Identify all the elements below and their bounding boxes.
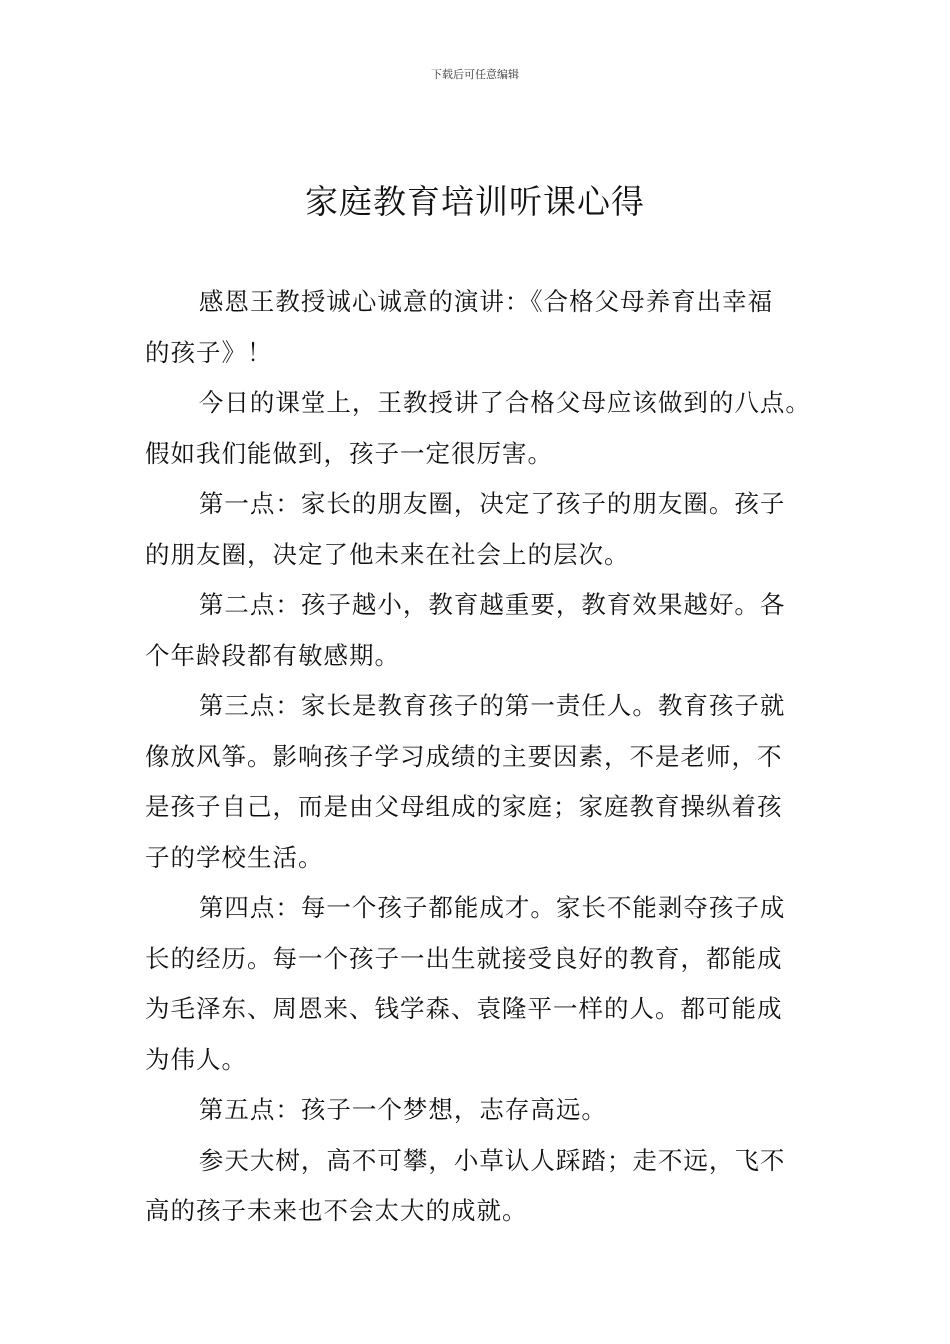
text-line: 的孩子》！ — [145, 337, 273, 367]
text-line: 为伟人。 — [145, 1044, 247, 1074]
text-line: 假如我们能做到，孩子一定很厉害。 — [145, 438, 553, 468]
text-line: 第五点：孩子一个梦想，志存高远。 — [198, 1095, 607, 1124]
paragraph — [145, 378, 815, 479]
document-body — [145, 277, 815, 1237]
text-line: 长的经历。每一个孩子一出生就接受良好的教育，都能成 — [145, 943, 783, 973]
text-line: 个年龄段都有敏感期。 — [145, 640, 400, 670]
text-line: 为毛泽东、周恩来、钱学森、袁隆平一样的人。都可能成 — [145, 994, 783, 1023]
paragraph — [145, 580, 815, 681]
text-line: 像放风筝。影响孩子学习成绩的主要因素，不是老师，不 — [145, 741, 783, 771]
paragraph — [145, 1085, 815, 1136]
text-line: 今日的课堂上，王教授讲了合格父母应该做到的八点。 — [198, 388, 811, 417]
paragraph — [145, 883, 815, 1085]
paragraph — [145, 479, 815, 580]
text-line: 的朋友圈，决定了他未来在社会上的层次。 — [145, 539, 630, 569]
paragraph — [145, 277, 815, 378]
header-note: 下载后可任意编辑 — [431, 68, 519, 81]
text-line: 第二点：孩子越小，教育越重要，教育效果越好。各 — [198, 590, 786, 619]
text-line: 参天大树，高不可攀，小草认人踩踏；走不远，飞不 — [198, 1145, 786, 1175]
text-line: 第一点：家长的朋友圈，决定了孩子的朋友圈。孩子 — [198, 489, 786, 518]
paragraph — [145, 1136, 815, 1237]
text-line: 是孩子自己，而是由父母组成的家庭；家庭教育操纵着孩 — [145, 792, 783, 821]
text-line: 子的学校生活。 — [145, 842, 324, 872]
text-line: 第三点：家长是教育孩子的第一责任人。教育孩子就 — [198, 691, 786, 720]
text-line: 第四点：每一个孩子都能成才。家长不能剥夺孩子成 — [198, 893, 786, 922]
text-line: 感恩王教授诚心诚意的演讲：《合格父母养育出幸福 — [198, 287, 774, 316]
text-line: 高的孩子未来也不会太大的成就。 — [145, 1196, 528, 1225]
document-title: 家庭教育培训听课心得 — [305, 182, 645, 221]
paragraph — [145, 681, 815, 883]
